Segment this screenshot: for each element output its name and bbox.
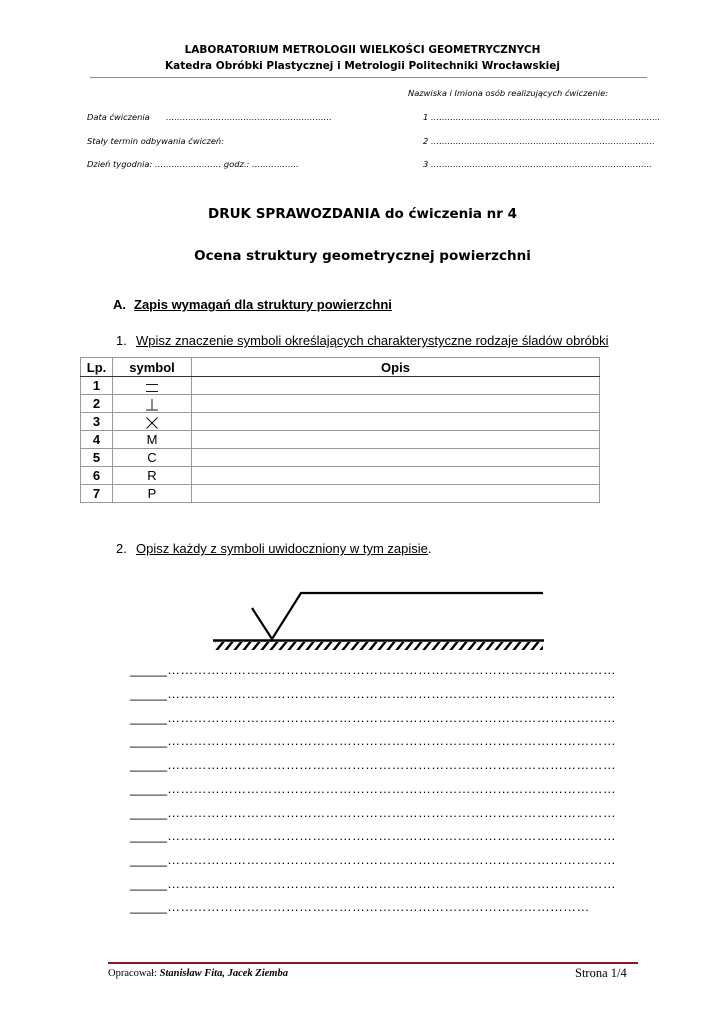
row-description-field[interactable]	[192, 413, 600, 431]
task-2-number: 2.	[116, 541, 127, 556]
row-description-field[interactable]	[192, 395, 600, 413]
footer-prepared-label: Opracował:	[108, 968, 160, 979]
term-label: Stały termin odbywania ćwiczeń:	[87, 136, 224, 146]
lay-perpendicular-icon	[145, 398, 159, 412]
row-symbol: R	[113, 467, 192, 485]
footer-authors	[108, 968, 288, 979]
names-label: Nazwiska i Imiona osób realizujących ćwiczenie:	[408, 88, 609, 98]
report-subtitle: Ocena struktury geometrycznej powierzchni	[194, 248, 531, 264]
lab-name: LABORATORIUM METROLOGII WIELKOŚCI GEOMETRYCZNYCH	[184, 44, 541, 56]
report-title: DRUK SPRAWOZDANIA do ćwiczenia nr 4	[207, 206, 518, 222]
date-field[interactable]: ……………………………………………………	[166, 112, 332, 122]
task-1-number: 1.	[116, 333, 127, 348]
page-number: Strona 1/4	[575, 966, 627, 980]
row-lp: 3	[81, 413, 113, 431]
lay-crossed-icon	[145, 416, 159, 430]
row-lp: 4	[81, 431, 113, 449]
row-description-field[interactable]	[192, 449, 600, 467]
table-row	[81, 377, 600, 395]
task-2-line	[136, 541, 432, 556]
row-symbol: M	[113, 431, 192, 449]
answer-line[interactable]: _____…………………………………………………………………………………………	[130, 781, 616, 796]
row-symbol	[113, 377, 192, 395]
section-a-heading: Zapis wymagań dla struktury powierzchni	[134, 297, 392, 312]
day-hour-field[interactable]: Dzień tygodnia: …………………… godz.: ……………..	[87, 159, 299, 169]
row-description-field[interactable]	[192, 377, 600, 395]
answer-line[interactable]: _____…………………………………………………………………………………………	[130, 757, 616, 772]
row-symbol: P	[113, 485, 192, 503]
student-3-field[interactable]: 3 ……………………………………………………………………..	[423, 159, 652, 169]
header-symbol: symbol	[113, 358, 192, 377]
row-description-field[interactable]	[192, 431, 600, 449]
answer-line[interactable]: _____…………………………………………………………………………………………	[130, 710, 616, 725]
task-1-text: Wpisz znaczenie symboli określających charakterystyczne rodzaje śladów obróbki	[136, 333, 609, 348]
table-row	[81, 413, 600, 431]
row-description-field[interactable]	[192, 485, 600, 503]
task-2-text: Opisz każdy z symboli uwidoczniony w tym zapisie	[136, 541, 428, 556]
row-lp: 5	[81, 449, 113, 467]
answer-line[interactable]: _____…………………………………………………………………………………………	[130, 733, 616, 748]
row-symbol: C	[113, 449, 192, 467]
student-2-field[interactable]: 2 ………………………………………………………………………	[423, 136, 655, 146]
answer-line[interactable]: _____…………………………………………………………………………………………	[130, 805, 616, 820]
row-symbol	[113, 413, 192, 431]
answer-line[interactable]: _____……………………………………………………………………………………	[130, 899, 590, 914]
answer-line[interactable]: _____…………………………………………………………………………………………	[130, 828, 616, 843]
row-lp: 2	[81, 395, 113, 413]
student-1-field[interactable]: 1 ………………………………………………………………………..	[423, 112, 661, 122]
section-a-letter: A.	[113, 297, 126, 312]
header-rule	[90, 77, 647, 78]
table-row	[81, 485, 600, 503]
table-row	[81, 467, 600, 485]
row-description-field[interactable]	[192, 467, 600, 485]
answer-line[interactable]: _____…………………………………………………………………………………………	[130, 876, 616, 891]
answer-line[interactable]: _____…………………………………………………………………………………………	[130, 686, 616, 701]
header-lp: Lp.	[81, 358, 113, 377]
row-lp: 6	[81, 467, 113, 485]
table-row	[81, 449, 600, 467]
symbol-table	[80, 357, 600, 503]
answer-line[interactable]: _____…………………………………………………………………………………………	[130, 852, 616, 867]
header-opis: Opis	[192, 358, 600, 377]
table-row	[81, 395, 600, 413]
footer-rule	[108, 962, 638, 964]
row-symbol	[113, 395, 192, 413]
date-label: Data ćwiczenia	[87, 112, 150, 122]
task-2-period: .	[427, 541, 432, 556]
table-header-row	[81, 358, 600, 377]
row-lp: 7	[81, 485, 113, 503]
table-row	[81, 431, 600, 449]
surface-texture-symbol-icon	[205, 585, 550, 655]
row-lp: 1	[81, 377, 113, 395]
footer-author-names: Stanisław Fita, Jacek Ziemba	[159, 968, 288, 979]
department-name: Katedra Obróbki Plastycznej i Metrologii Politechniki Wrocławskiej	[165, 60, 560, 72]
answer-line[interactable]: _____…………………………………………………………………………………………	[130, 662, 616, 677]
lay-parallel-icon	[145, 380, 159, 394]
